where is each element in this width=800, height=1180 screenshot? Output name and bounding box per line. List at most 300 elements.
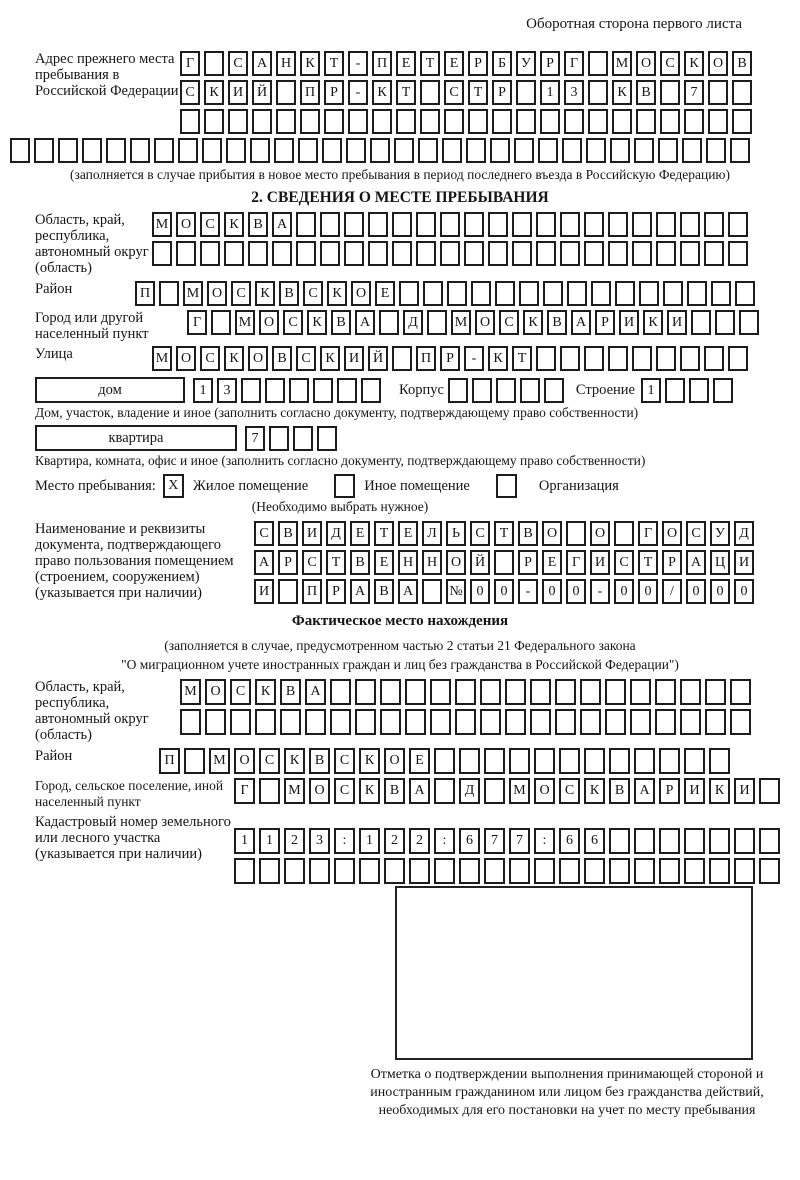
char-cell[interactable]	[455, 709, 476, 735]
char-cell[interactable]	[368, 212, 388, 237]
char-cell[interactable]	[399, 281, 419, 306]
char-cell[interactable]: 0	[470, 579, 490, 604]
char-cell[interactable]	[759, 778, 780, 804]
char-cell[interactable]	[614, 521, 634, 546]
char-cell[interactable]	[728, 346, 748, 371]
char-cell[interactable]: 3	[564, 80, 584, 105]
char-cell[interactable]	[380, 709, 401, 735]
char-cell[interactable]: Е	[398, 521, 418, 546]
char-cell[interactable]: К	[284, 748, 305, 774]
char-cell[interactable]	[434, 748, 455, 774]
char-cell[interactable]	[560, 346, 580, 371]
char-cell[interactable]: Е	[409, 748, 430, 774]
char-cell[interactable]	[709, 828, 730, 854]
char-cell[interactable]	[272, 241, 292, 266]
char-cell[interactable]: П	[135, 281, 155, 306]
char-cell[interactable]: 7	[245, 426, 265, 451]
char-cell[interactable]: -	[348, 80, 368, 105]
char-cell[interactable]: С	[334, 748, 355, 774]
char-cell[interactable]	[759, 858, 780, 884]
char-cell[interactable]: В	[272, 346, 292, 371]
char-cell[interactable]: К	[359, 748, 380, 774]
char-cell[interactable]	[534, 748, 555, 774]
char-cell[interactable]	[34, 138, 54, 163]
char-cell[interactable]: А	[272, 212, 292, 237]
checkbox-other-premises[interactable]	[334, 474, 355, 498]
char-cell[interactable]: С	[559, 778, 580, 804]
char-cell[interactable]	[516, 109, 536, 134]
char-cell[interactable]	[396, 109, 416, 134]
char-cell[interactable]	[180, 109, 200, 134]
char-cell[interactable]: К	[612, 80, 632, 105]
char-cell[interactable]	[488, 241, 508, 266]
char-cell[interactable]	[480, 679, 501, 705]
char-cell[interactable]: О	[384, 748, 405, 774]
char-cell[interactable]: В	[278, 521, 298, 546]
char-cell[interactable]	[728, 212, 748, 237]
char-cell[interactable]: М	[209, 748, 230, 774]
char-cell[interactable]: О	[176, 212, 196, 237]
char-cell[interactable]: К	[255, 679, 276, 705]
char-cell[interactable]: С	[200, 346, 220, 371]
char-cell[interactable]: Й	[470, 550, 490, 575]
char-cell[interactable]: :	[434, 828, 455, 854]
char-cell[interactable]	[471, 281, 491, 306]
char-cell[interactable]: А	[350, 579, 370, 604]
char-cell[interactable]: О	[534, 778, 555, 804]
char-cell[interactable]	[152, 241, 172, 266]
char-cell[interactable]	[730, 138, 750, 163]
char-cell[interactable]: 1	[540, 80, 560, 105]
char-cell[interactable]	[405, 709, 426, 735]
char-cell[interactable]	[658, 138, 678, 163]
char-cell[interactable]: С	[259, 748, 280, 774]
char-cell[interactable]: Й	[252, 80, 272, 105]
char-cell[interactable]: М	[612, 51, 632, 76]
char-cell[interactable]: И	[228, 80, 248, 105]
char-cell[interactable]	[468, 109, 488, 134]
char-cell[interactable]: 3	[217, 378, 237, 403]
char-cell[interactable]: К	[684, 51, 704, 76]
char-cell[interactable]	[459, 748, 480, 774]
char-cell[interactable]: В	[374, 579, 394, 604]
char-cell[interactable]	[555, 709, 576, 735]
char-cell[interactable]: №	[446, 579, 466, 604]
char-cell[interactable]	[530, 679, 551, 705]
char-cell[interactable]: Г	[234, 778, 255, 804]
char-cell[interactable]: О	[662, 521, 682, 546]
char-cell[interactable]: И	[684, 778, 705, 804]
char-cell[interactable]	[484, 748, 505, 774]
char-cell[interactable]	[536, 346, 556, 371]
char-cell[interactable]: -	[464, 346, 484, 371]
char-cell[interactable]	[588, 80, 608, 105]
char-cell[interactable]	[660, 109, 680, 134]
char-cell[interactable]: С	[334, 778, 355, 804]
char-cell[interactable]	[659, 828, 680, 854]
char-cell[interactable]	[348, 109, 368, 134]
char-cell[interactable]: П	[300, 80, 320, 105]
char-cell[interactable]: М	[183, 281, 203, 306]
char-cell[interactable]: О	[309, 778, 330, 804]
char-cell[interactable]: С	[254, 521, 274, 546]
char-cell[interactable]	[296, 241, 316, 266]
house-type-box[interactable]: дом	[35, 377, 185, 403]
char-cell[interactable]: М	[152, 212, 172, 237]
char-cell[interactable]	[274, 138, 294, 163]
char-cell[interactable]: 0	[566, 579, 586, 604]
char-cell[interactable]: Г	[187, 310, 207, 335]
char-cell[interactable]: А	[355, 310, 375, 335]
char-cell[interactable]: Е	[444, 51, 464, 76]
char-cell[interactable]	[154, 138, 174, 163]
char-cell[interactable]	[759, 828, 780, 854]
char-cell[interactable]	[560, 212, 580, 237]
char-cell[interactable]	[455, 679, 476, 705]
char-cell[interactable]: В	[384, 778, 405, 804]
char-cell[interactable]	[509, 748, 530, 774]
char-cell[interactable]	[305, 709, 326, 735]
char-cell[interactable]	[610, 138, 630, 163]
char-cell[interactable]	[10, 138, 30, 163]
char-cell[interactable]: С	[444, 80, 464, 105]
char-cell[interactable]: О	[708, 51, 728, 76]
char-cell[interactable]: 6	[559, 828, 580, 854]
char-cell[interactable]	[634, 748, 655, 774]
char-cell[interactable]: С	[180, 80, 200, 105]
char-cell[interactable]	[684, 109, 704, 134]
char-cell[interactable]: Т	[494, 521, 514, 546]
char-cell[interactable]	[440, 241, 460, 266]
char-cell[interactable]	[630, 679, 651, 705]
char-cell[interactable]	[538, 138, 558, 163]
char-cell[interactable]	[280, 709, 301, 735]
char-cell[interactable]	[536, 212, 556, 237]
char-cell[interactable]: К	[643, 310, 663, 335]
char-cell[interactable]	[423, 281, 443, 306]
char-cell[interactable]	[230, 709, 251, 735]
char-cell[interactable]	[495, 281, 515, 306]
char-cell[interactable]	[384, 858, 405, 884]
char-cell[interactable]	[730, 679, 751, 705]
char-cell[interactable]	[434, 778, 455, 804]
char-cell[interactable]	[505, 709, 526, 735]
char-cell[interactable]	[636, 109, 656, 134]
char-cell[interactable]	[344, 241, 364, 266]
char-cell[interactable]	[130, 138, 150, 163]
char-cell[interactable]	[584, 346, 604, 371]
char-cell[interactable]: Р	[324, 80, 344, 105]
char-cell[interactable]	[204, 109, 224, 134]
char-cell[interactable]: О	[248, 346, 268, 371]
char-cell[interactable]	[739, 310, 759, 335]
char-cell[interactable]	[184, 748, 205, 774]
char-cell[interactable]	[464, 241, 484, 266]
char-cell[interactable]	[735, 281, 755, 306]
char-cell[interactable]	[612, 109, 632, 134]
char-cell[interactable]: Б	[492, 51, 512, 76]
char-cell[interactable]	[663, 281, 683, 306]
char-cell[interactable]	[704, 212, 724, 237]
char-cell[interactable]	[379, 310, 399, 335]
char-cell[interactable]: К	[224, 346, 244, 371]
char-cell[interactable]	[680, 212, 700, 237]
char-cell[interactable]	[159, 281, 179, 306]
char-cell[interactable]: 0	[614, 579, 634, 604]
char-cell[interactable]	[494, 550, 514, 575]
char-cell[interactable]	[420, 80, 440, 105]
char-cell[interactable]: 7	[484, 828, 505, 854]
char-cell[interactable]	[416, 241, 436, 266]
char-cell[interactable]	[584, 241, 604, 266]
char-cell[interactable]	[416, 212, 436, 237]
char-cell[interactable]: И	[667, 310, 687, 335]
char-cell[interactable]	[584, 748, 605, 774]
char-cell[interactable]: Д	[734, 521, 754, 546]
char-cell[interactable]	[734, 828, 755, 854]
char-cell[interactable]	[588, 51, 608, 76]
char-cell[interactable]	[559, 748, 580, 774]
char-cell[interactable]: Г	[564, 51, 584, 76]
char-cell[interactable]	[422, 579, 442, 604]
char-cell[interactable]	[705, 679, 726, 705]
char-cell[interactable]	[344, 212, 364, 237]
char-cell[interactable]: -	[590, 579, 610, 604]
char-cell[interactable]	[655, 709, 676, 735]
char-cell[interactable]: К	[327, 281, 347, 306]
char-cell[interactable]: Т	[420, 51, 440, 76]
char-cell[interactable]	[684, 748, 705, 774]
char-cell[interactable]	[359, 858, 380, 884]
char-cell[interactable]	[293, 426, 313, 451]
char-cell[interactable]	[255, 709, 276, 735]
char-cell[interactable]	[530, 709, 551, 735]
char-cell[interactable]: Е	[375, 281, 395, 306]
char-cell[interactable]	[564, 109, 584, 134]
char-cell[interactable]	[691, 310, 711, 335]
char-cell[interactable]	[58, 138, 78, 163]
char-cell[interactable]	[370, 138, 390, 163]
char-cell[interactable]: Л	[422, 521, 442, 546]
char-cell[interactable]	[313, 378, 333, 403]
char-cell[interactable]	[337, 378, 357, 403]
char-cell[interactable]	[361, 378, 381, 403]
apartment-type-box[interactable]: квартира	[35, 425, 237, 451]
char-cell[interactable]: К	[584, 778, 605, 804]
char-cell[interactable]: Р	[468, 51, 488, 76]
char-cell[interactable]: О	[475, 310, 495, 335]
char-cell[interactable]: Т	[638, 550, 658, 575]
char-cell[interactable]	[605, 679, 626, 705]
char-cell[interactable]	[514, 138, 534, 163]
char-cell[interactable]: Н	[276, 51, 296, 76]
char-cell[interactable]	[516, 80, 536, 105]
char-cell[interactable]: С	[228, 51, 248, 76]
char-cell[interactable]: В	[518, 521, 538, 546]
char-cell[interactable]	[252, 109, 272, 134]
char-cell[interactable]	[684, 828, 705, 854]
char-cell[interactable]: О	[542, 521, 562, 546]
char-cell[interactable]	[543, 281, 563, 306]
char-cell[interactable]	[259, 778, 280, 804]
char-cell[interactable]	[346, 138, 366, 163]
char-cell[interactable]	[580, 679, 601, 705]
char-cell[interactable]	[434, 858, 455, 884]
char-cell[interactable]: С	[302, 550, 322, 575]
char-cell[interactable]	[278, 579, 298, 604]
char-cell[interactable]	[512, 212, 532, 237]
char-cell[interactable]	[559, 858, 580, 884]
char-cell[interactable]: С	[230, 679, 251, 705]
char-cell[interactable]	[591, 281, 611, 306]
char-cell[interactable]: В	[609, 778, 630, 804]
char-cell[interactable]: К	[488, 346, 508, 371]
char-cell[interactable]: Д	[326, 521, 346, 546]
char-cell[interactable]	[584, 858, 605, 884]
char-cell[interactable]	[584, 212, 604, 237]
char-cell[interactable]	[355, 709, 376, 735]
char-cell[interactable]	[355, 679, 376, 705]
char-cell[interactable]: О	[176, 346, 196, 371]
char-cell[interactable]	[560, 241, 580, 266]
char-cell[interactable]	[480, 709, 501, 735]
char-cell[interactable]: 0	[734, 579, 754, 604]
char-cell[interactable]	[708, 80, 728, 105]
char-cell[interactable]	[711, 281, 731, 306]
char-cell[interactable]: Й	[368, 346, 388, 371]
char-cell[interactable]: Р	[662, 550, 682, 575]
char-cell[interactable]	[82, 138, 102, 163]
char-cell[interactable]: А	[305, 679, 326, 705]
char-cell[interactable]	[368, 241, 388, 266]
char-cell[interactable]	[680, 709, 701, 735]
char-cell[interactable]: Е	[396, 51, 416, 76]
char-cell[interactable]: Н	[422, 550, 442, 575]
char-cell[interactable]	[250, 138, 270, 163]
char-cell[interactable]: 7	[684, 80, 704, 105]
char-cell[interactable]	[202, 138, 222, 163]
char-cell[interactable]	[505, 679, 526, 705]
char-cell[interactable]: 2	[284, 828, 305, 854]
char-cell[interactable]: О	[205, 679, 226, 705]
char-cell[interactable]	[106, 138, 126, 163]
char-cell[interactable]: Т	[396, 80, 416, 105]
char-cell[interactable]: С	[283, 310, 303, 335]
char-cell[interactable]	[488, 212, 508, 237]
char-cell[interactable]	[320, 212, 340, 237]
char-cell[interactable]	[211, 310, 231, 335]
char-cell[interactable]	[639, 281, 659, 306]
char-cell[interactable]: П	[159, 748, 180, 774]
char-cell[interactable]	[472, 378, 492, 403]
char-cell[interactable]: Р	[540, 51, 560, 76]
char-cell[interactable]: 3	[309, 828, 330, 854]
char-cell[interactable]: 6	[584, 828, 605, 854]
char-cell[interactable]: О	[259, 310, 279, 335]
char-cell[interactable]	[178, 138, 198, 163]
char-cell[interactable]	[276, 80, 296, 105]
char-cell[interactable]	[226, 138, 246, 163]
char-cell[interactable]: В	[732, 51, 752, 76]
char-cell[interactable]	[309, 858, 330, 884]
char-cell[interactable]	[608, 346, 628, 371]
char-cell[interactable]	[634, 138, 654, 163]
char-cell[interactable]: Т	[324, 51, 344, 76]
char-cell[interactable]: О	[234, 748, 255, 774]
char-cell[interactable]: 0	[494, 579, 514, 604]
char-cell[interactable]: Д	[459, 778, 480, 804]
char-cell[interactable]: В	[331, 310, 351, 335]
char-cell[interactable]: И	[302, 521, 322, 546]
char-cell[interactable]: П	[416, 346, 436, 371]
char-cell[interactable]	[289, 378, 309, 403]
char-cell[interactable]: 1	[641, 378, 661, 403]
char-cell[interactable]	[682, 138, 702, 163]
char-cell[interactable]: С	[660, 51, 680, 76]
char-cell[interactable]	[330, 709, 351, 735]
char-cell[interactable]: А	[571, 310, 591, 335]
char-cell[interactable]: Е	[542, 550, 562, 575]
char-cell[interactable]: Р	[492, 80, 512, 105]
char-cell[interactable]	[630, 709, 651, 735]
char-cell[interactable]: К	[709, 778, 730, 804]
char-cell[interactable]	[540, 109, 560, 134]
char-cell[interactable]: Т	[468, 80, 488, 105]
char-cell[interactable]	[632, 346, 652, 371]
char-cell[interactable]: О	[636, 51, 656, 76]
char-cell[interactable]: С	[614, 550, 634, 575]
char-cell[interactable]	[732, 80, 752, 105]
char-cell[interactable]: 1	[234, 828, 255, 854]
char-cell[interactable]: Т	[326, 550, 346, 575]
char-cell[interactable]	[409, 858, 430, 884]
char-cell[interactable]: :	[334, 828, 355, 854]
char-cell[interactable]	[519, 281, 539, 306]
char-cell[interactable]: 7	[509, 828, 530, 854]
char-cell[interactable]	[420, 109, 440, 134]
char-cell[interactable]: Т	[374, 521, 394, 546]
char-cell[interactable]: С	[231, 281, 251, 306]
char-cell[interactable]: О	[207, 281, 227, 306]
checkbox-organization[interactable]	[496, 474, 517, 498]
char-cell[interactable]: О	[351, 281, 371, 306]
char-cell[interactable]	[324, 109, 344, 134]
char-cell[interactable]	[730, 709, 751, 735]
char-cell[interactable]	[466, 138, 486, 163]
char-cell[interactable]: 2	[384, 828, 405, 854]
char-cell[interactable]: П	[302, 579, 322, 604]
char-cell[interactable]	[708, 109, 728, 134]
char-cell[interactable]: Н	[398, 550, 418, 575]
char-cell[interactable]: С	[200, 212, 220, 237]
char-cell[interactable]	[608, 241, 628, 266]
char-cell[interactable]	[180, 709, 201, 735]
char-cell[interactable]	[430, 709, 451, 735]
char-cell[interactable]: Р	[440, 346, 460, 371]
char-cell[interactable]	[715, 310, 735, 335]
char-cell[interactable]: А	[634, 778, 655, 804]
char-cell[interactable]	[660, 80, 680, 105]
char-cell[interactable]	[269, 426, 289, 451]
char-cell[interactable]	[490, 138, 510, 163]
char-cell[interactable]: :	[534, 828, 555, 854]
char-cell[interactable]	[512, 241, 532, 266]
char-cell[interactable]	[713, 378, 733, 403]
char-cell[interactable]	[520, 378, 540, 403]
char-cell[interactable]	[689, 378, 709, 403]
char-cell[interactable]	[605, 709, 626, 735]
char-cell[interactable]: К	[307, 310, 327, 335]
